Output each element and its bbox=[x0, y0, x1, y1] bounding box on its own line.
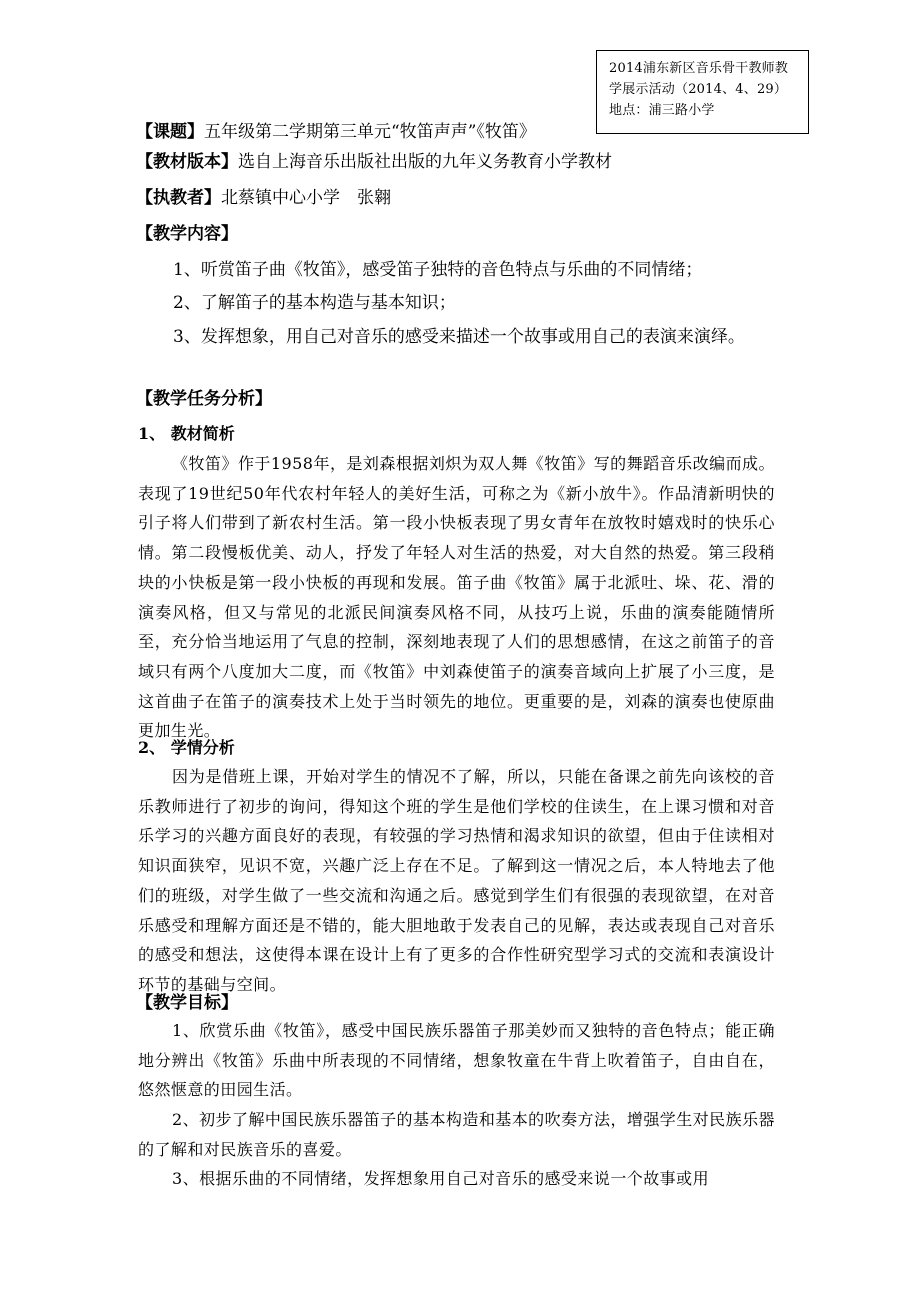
student-analysis-paragraph: 因为是借班上课，开始对学生的情况不了解，所以，只能在备课之前先向该校的音乐教师进行了初步的询问，得知这个班的学生是他们学校的住读生，在上课习惯和对音乐学习的兴趣方面良好的表现，有较强的学习热情和渴求知识的欲望，但由于住读相对知识面狭窄，见识不宽，兴趣广泛上存在不足。了解到这一情况之后，本人特地去了他们的班级，对学生做了一些交流和沟通之后。感觉到学生们有很强的表现欲望，在对音乐感受和理解方面还是不错的，能大胆地敢于发表自己的见解，表达或表现自己对音乐的感受和想法，这使得本课在设计上有了更多的合作性研究型学习式的交流和表演设计环节的基础与空间。 bbox=[138, 767, 775, 994]
edition-label: 【教材版本】 bbox=[136, 152, 238, 172]
topic-line bbox=[136, 117, 536, 142]
edition-line bbox=[136, 147, 612, 172]
event-location-line: 地点：浦三路小学 bbox=[609, 103, 715, 118]
topic-value: 五年级第二学期第三单元“牧笛声声”《牧笛》 bbox=[204, 122, 536, 142]
event-title-line: 2014浦东新区音乐骨干教师教 bbox=[609, 61, 789, 76]
goal-item-3: 3、根据乐曲的不同情绪，发挥想象用自己对音乐的感受来说一个故事或用 bbox=[172, 1169, 710, 1188]
edition-value: 选自上海音乐出版社出版的九年义务教育小学教材 bbox=[238, 152, 612, 172]
goal-item-1: 1、欣赏乐曲《牧笛》，感受中国民族乐器笛子那美妙而又独特的音色特点；能正确地分辨出《牧笛》乐曲中所表现的不同情绪，想象牧童在牛背上吹着笛子，自由自在，悠然惬意的田园生活。 bbox=[138, 1021, 775, 1100]
teacher-value: 北蔡镇中心小学 张翱 bbox=[221, 188, 391, 208]
content-heading: 【教学内容】 bbox=[136, 224, 238, 244]
goal-item-2: 2、初步了解中国民族乐器笛子的基本构造和基本的吹奏方法，增强学生对民族乐器的了解和对民族音乐的喜爱。 bbox=[138, 1110, 775, 1159]
analysis-heading: 【教学任务分析】 bbox=[136, 389, 272, 409]
content-item-2: 2、了解笛子的基本构造与基本知识； bbox=[173, 293, 456, 313]
content-item-1: 1、听赏笛子曲《牧笛》，感受笛子独特的音色特点与乐曲的不同情绪； bbox=[173, 260, 703, 280]
content-item-3: 3、发挥想象，用自己对音乐的感受来描述一个故事或用自己的表演来演绎。 bbox=[173, 327, 745, 347]
material-analysis-paragraph: 《牧笛》作于1958年，是刘森根据刘炽为双人舞《牧笛》写的舞蹈音乐改编而成。表现了19世纪50年代农村年轻人的美好生活，可称之为《新小放牛》。作品清新明快的引子将人们带到了新农村生活。第一段小快板表现了男女青年在放牧时嬉戏时的快乐心情。第二段慢板优美、动人，抒发了年轻人对生活的热爱，对大自然的热爱。第三段稍块的小快板是第一段小快板的再现和发展。笛子曲《牧笛》属于北派吐、垛、花、滑的演奏风格，但又与常见的北派民间演奏风格不同，从技巧上说，乐曲的演奏能随情所至，充分恰当地运用了气息的控制，深刻地表现了人们的思想感情，在这之前笛子的音域只有两个八度加大二度，而《牧笛》中刘森使笛子的演奏音域向上扩展了小三度，是这首曲子在笛子的演奏技术上处于当时领先的地位。更重要的是，刘森的演奏也使原曲更加生光。 bbox=[138, 454, 775, 741]
goals-heading: 【教学目标】 bbox=[136, 993, 238, 1013]
event-info-box bbox=[596, 50, 809, 134]
analysis-subheading-students: 2、 学情分析 bbox=[138, 738, 235, 757]
event-date-line: 学展示活动（2014、4、29） bbox=[609, 82, 788, 97]
teacher-line bbox=[136, 183, 391, 208]
teacher-label: 【执教者】 bbox=[136, 188, 221, 208]
analysis-subheading-material: 1、 教材简析 bbox=[138, 424, 235, 443]
topic-label: 【课题】 bbox=[136, 122, 204, 142]
